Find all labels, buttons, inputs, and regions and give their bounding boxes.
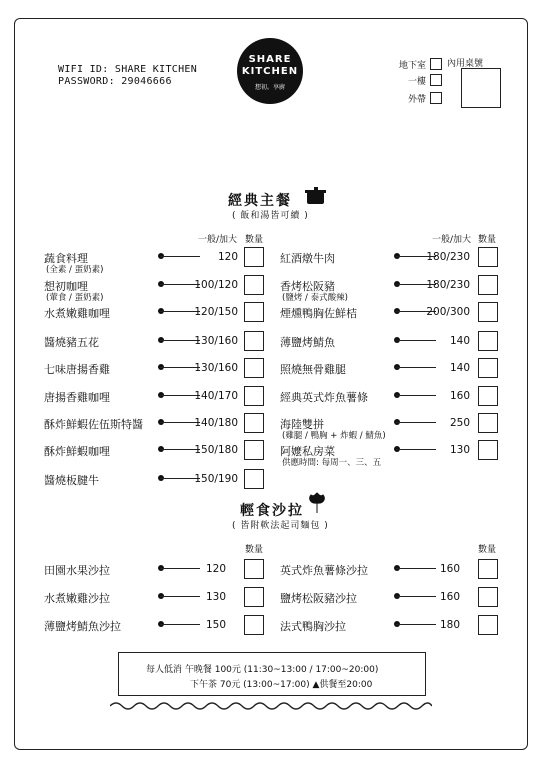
menu-item-name: 醬燒豬五花 [44, 336, 99, 349]
menu-item-name: 照燒無骨雞腿 [280, 363, 346, 376]
quantity-box[interactable] [478, 331, 498, 351]
quantity-box[interactable] [478, 559, 498, 579]
quantity-box[interactable] [478, 358, 498, 378]
menu-frame [14, 18, 528, 750]
menu-item-name: 蔬食料理 [44, 252, 88, 265]
quantity-box[interactable] [478, 440, 498, 460]
menu-item-name: 七味唐揚香雞 [44, 363, 110, 376]
table-number-label: 內用桌號 [447, 59, 484, 69]
menu-item-price: 200/300 [426, 306, 470, 318]
left-size-header: 一般/加大 [198, 235, 238, 245]
right-qty-header: 數量 [478, 235, 497, 245]
menu-item-name: 海陸雙拼 [280, 418, 324, 431]
salad-item-name: 薄鹽烤鯖魚沙拉 [44, 620, 121, 633]
wave-divider [110, 700, 432, 712]
menu-item-price: 130/160 [194, 362, 238, 374]
salad-item-name: 英式炸魚薯條沙拉 [280, 564, 368, 577]
salad-right-qty-header: 數量 [478, 545, 497, 555]
menu-item-name: 經典英式炸魚薯條 [280, 391, 368, 404]
quantity-box[interactable] [478, 413, 498, 433]
salad-item-price: 130 [205, 591, 226, 603]
quantity-box[interactable] [244, 469, 264, 489]
salad-item-price: 160 [439, 563, 460, 575]
menu-item-price: 180/230 [426, 251, 470, 263]
menu-item-name: 唐揚香雞咖哩 [44, 391, 110, 404]
quantity-box[interactable] [244, 440, 264, 460]
menu-item-price: 120 [217, 251, 238, 263]
wifi-info [58, 64, 197, 88]
menu-item-name: 阿嬤私房菜 [280, 445, 335, 458]
menu-item-note: (葷食 / 蛋奶素) [46, 293, 104, 303]
menu-item-name: 想初咖哩 [44, 280, 88, 293]
table-number-box[interactable] [461, 68, 501, 108]
menu-item-note: (雞腿 / 鴨胸 + 炸蝦 / 鯖魚) [282, 431, 386, 441]
quantity-box[interactable] [244, 331, 264, 351]
menu-item-price: 100/120 [194, 279, 238, 291]
quantity-box[interactable] [244, 247, 264, 267]
quantity-box[interactable] [244, 615, 264, 635]
menu-item-name: 酥炸鮮蝦咖哩 [44, 445, 110, 458]
menu-item-price: 140 [449, 362, 470, 374]
menu-item-name: 煙燻鴨胸佐鮮桔 [280, 307, 357, 320]
quantity-box[interactable] [478, 247, 498, 267]
menu-item-price: 140/180 [194, 417, 238, 429]
menu-item-price: 160 [449, 390, 470, 402]
option-basement-checkbox[interactable] [430, 58, 442, 70]
footer-line1: 每人低消 午晚餐 100元 (11:30~13:00 / 17:00~20:00) [146, 665, 379, 675]
menu-item-name: 薄鹽烤鯖魚 [280, 336, 335, 349]
wifi-id: WIFI ID: SHARE KITCHEN [58, 64, 198, 75]
quantity-box[interactable] [244, 302, 264, 322]
left-qty-header: 數量 [245, 235, 264, 245]
option-firstfloor-checkbox[interactable] [430, 74, 442, 86]
menu-item-name: 香烤松阪豬 [280, 280, 335, 293]
main-section-subtitle: ( 飯和湯皆可續 ) [232, 211, 309, 221]
quantity-box[interactable] [478, 587, 498, 607]
menu-item-name: 水煮嫩雞咖哩 [44, 307, 110, 320]
logo: SHARE KITCHEN 想初。享廚 [237, 38, 303, 104]
menu-item-name: 醬燒板腱牛 [44, 474, 99, 487]
menu-item-price: 120/150 [194, 306, 238, 318]
quantity-box[interactable] [478, 275, 498, 295]
quantity-box[interactable] [478, 615, 498, 635]
pot-icon [304, 186, 328, 206]
quantity-box[interactable] [244, 275, 264, 295]
menu-item-price: 140/170 [194, 390, 238, 402]
option-takeout-checkbox[interactable] [430, 92, 442, 104]
quantity-box[interactable] [244, 587, 264, 607]
salad-left-qty-header: 數量 [245, 545, 264, 555]
leaf-icon [306, 492, 328, 514]
salad-section-subtitle: ( 皆附軟法起司麵包 ) [232, 521, 329, 531]
menu-item-price: 180/230 [426, 279, 470, 291]
quantity-box[interactable] [244, 559, 264, 579]
quantity-box[interactable] [244, 386, 264, 406]
option-firstfloor-label: 一樓 [407, 77, 426, 87]
salad-item-price: 150 [205, 619, 226, 631]
menu-item-price: 130 [449, 444, 470, 456]
menu-item-name: 紅酒燉牛肉 [280, 252, 335, 265]
menu-item-price: 130/160 [194, 335, 238, 347]
menu-item-price: 150/180 [194, 444, 238, 456]
menu-item-name: 酥炸鮮蝦佐伍斯特醬 [44, 418, 143, 431]
option-takeout-label: 外帶 [407, 95, 426, 105]
salad-section-title: 輕食沙拉 [240, 503, 304, 519]
menu-item-price: 150/190 [194, 473, 238, 485]
quantity-box[interactable] [244, 358, 264, 378]
salad-item-name: 鹽烤松阪豬沙拉 [280, 592, 357, 605]
salad-item-name: 法式鴨胸沙拉 [280, 620, 346, 633]
menu-item-price: 250 [449, 417, 470, 429]
wifi-password: PASSWORD: 29046666 [58, 76, 172, 87]
salad-item-name: 水煮嫩雞沙拉 [44, 592, 110, 605]
menu-item-note: 供應時間: 每周一、三、五 [282, 458, 382, 468]
menu-item-price: 140 [449, 335, 470, 347]
salad-item-price: 160 [439, 591, 460, 603]
main-section-title: 經典主餐 [228, 193, 292, 209]
footer-line2: 下午茶 70元 (13:00~17:00) ▲供餐至20:00 [190, 680, 373, 690]
menu-item-note: (鹽烤 / 泰式酸辣) [282, 293, 348, 303]
menu-item-note: (全素 / 蛋奶素) [46, 265, 104, 275]
quantity-box[interactable] [478, 386, 498, 406]
quantity-box[interactable] [478, 302, 498, 322]
salad-item-price: 180 [439, 619, 460, 631]
option-basement-label: 地下室 [398, 61, 426, 71]
right-size-header: 一般/加大 [432, 235, 472, 245]
salad-item-price: 120 [205, 563, 226, 575]
salad-item-name: 田園水果沙拉 [44, 564, 110, 577]
quantity-box[interactable] [244, 413, 264, 433]
